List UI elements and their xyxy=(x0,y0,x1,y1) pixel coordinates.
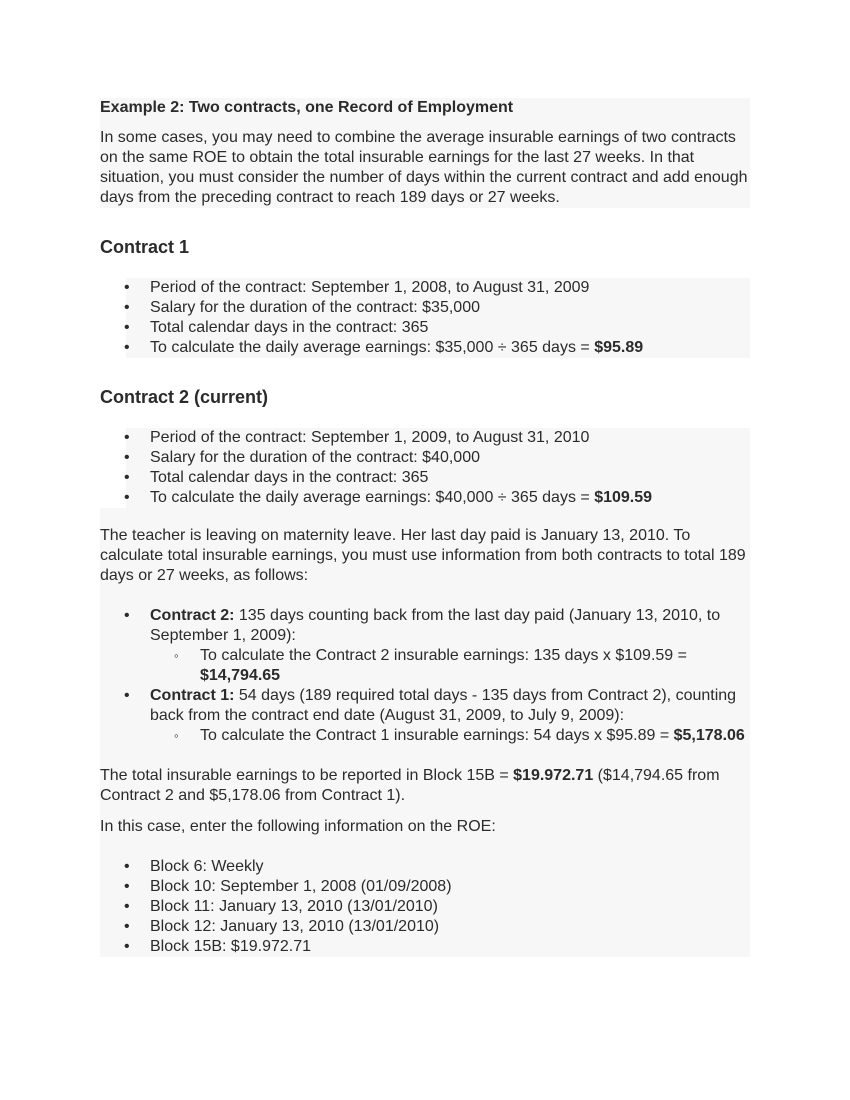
list-item xyxy=(100,338,750,358)
calc-result: $5,178.06 xyxy=(673,727,745,744)
calc-text: To calculate the Contract 2 insurable earnings: 135 days x $109.59 = xyxy=(200,647,687,664)
list-item: • Block 15B: $19.972.71 xyxy=(100,937,750,957)
contract2-sublist xyxy=(100,646,750,686)
list-item: • Block 6: Weekly xyxy=(100,857,750,877)
calc-result: $14,794.65 xyxy=(200,667,281,684)
calc-result: $95.89 xyxy=(594,339,644,356)
total-prefix: The total insurable earnings to be reported in Block 15B = xyxy=(100,767,514,784)
list-item: • Period of the contract: September 1, 2009, to August 31, 2010 xyxy=(100,428,750,448)
list-item: • Salary for the duration of the contract: $35,000 xyxy=(100,298,750,318)
list-item xyxy=(100,646,750,686)
list-item: • Block 11: January 13, 2010 (13/01/2010) xyxy=(100,897,750,917)
document-body xyxy=(100,98,750,957)
total-section xyxy=(100,746,750,857)
contract1-list xyxy=(126,278,750,358)
total-paragraph xyxy=(100,766,750,806)
scenario-section xyxy=(100,508,750,586)
list-item xyxy=(100,726,750,746)
list-item: • Salary for the duration of the contract: $40,000 xyxy=(100,448,750,468)
calc-result: $109.59 xyxy=(594,489,653,506)
contract2-list xyxy=(126,428,750,508)
list-item xyxy=(100,686,750,746)
intro-section xyxy=(100,98,750,208)
contract1-text: 54 days (189 required total days - 135 days from Contract 2), counting back from the contract end date (August 31, 2009, to July 9, 2009): xyxy=(150,687,737,724)
contract2-label: Contract 2: xyxy=(150,607,235,624)
intro-paragraph: In some cases, you may need to combine the average insurable earnings of two contracts on the same ROE to obtain the total insurable earnings for the last 27 weeks. In that situation, you must consider the number of days within the current contract and add enough days from the preceding contract to reach 189 days or 27 weeks. xyxy=(100,129,748,206)
roe-intro: In this case, enter the following information on the ROE: xyxy=(100,818,496,835)
contract1-heading: Contract 1 xyxy=(100,237,190,257)
roe-list xyxy=(100,857,750,957)
contract2-heading: Contract 2 (current) xyxy=(100,387,269,407)
calc-text: To calculate the daily average earnings: $40,000 ÷ 365 days = xyxy=(150,489,595,506)
total-suffix: ($14,794.65 from Contract 2 and $5,178.06 from Contract 1). xyxy=(100,767,720,804)
contract1-label: Contract 1: xyxy=(150,687,235,704)
example-title: Example 2: Two contracts, one Record of Employment xyxy=(100,99,514,116)
list-item: • Total calendar days in the contract: 365 xyxy=(100,468,750,488)
list-item xyxy=(100,606,750,686)
contract1-sublist xyxy=(100,726,750,746)
list-item: • Block 10: September 1, 2008 (01/09/2008) xyxy=(100,877,750,897)
total-value: $19.972.71 xyxy=(513,767,594,784)
scenario-paragraph: The teacher is leaving on maternity leave. Her last day paid is January 13, 2010. To calculate total insurable earnings, you must use information from both contracts to total 189 days or 27 weeks, as follows: xyxy=(100,527,746,584)
list-item: • Period of the contract: September 1, 2008, to August 31, 2009 xyxy=(100,278,750,298)
calc-text: To calculate the daily average earnings: $35,000 ÷ 365 days = xyxy=(150,339,595,356)
list-item: • Total calendar days in the contract: 365 xyxy=(100,318,750,338)
breakdown-list xyxy=(100,606,750,746)
calc-text: To calculate the Contract 1 insurable earnings: 54 days x $95.89 = xyxy=(200,727,674,744)
contract2-text: 135 days counting back from the last day paid (January 13, 2010, to September 1, 2009): xyxy=(150,607,721,644)
list-item xyxy=(100,488,750,508)
list-item: • Block 12: January 13, 2010 (13/01/2010) xyxy=(100,917,750,937)
